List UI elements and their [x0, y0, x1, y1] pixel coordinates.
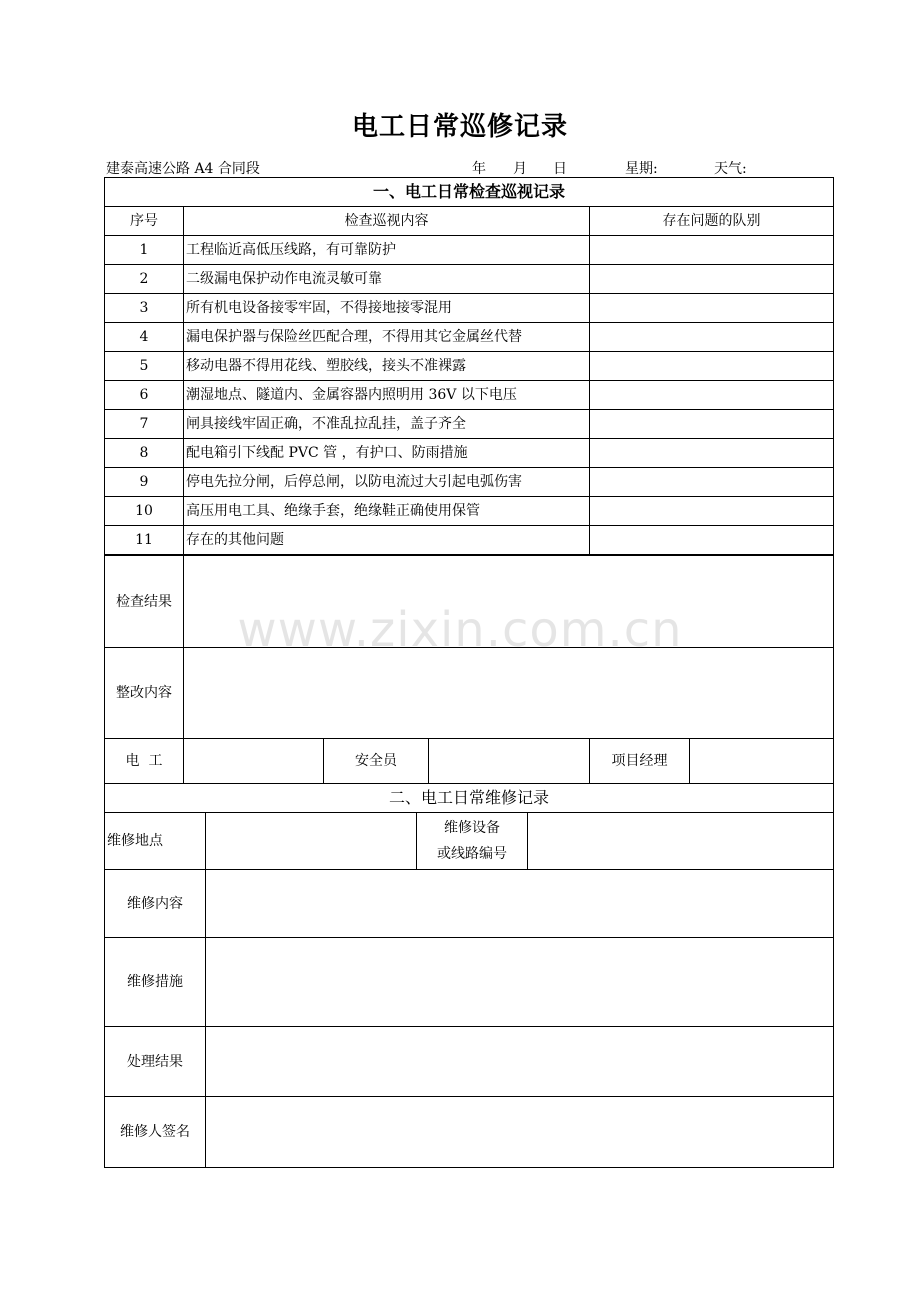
- location-label: 维修地点: [105, 813, 206, 870]
- repair-content-field[interactable]: [206, 870, 834, 938]
- handling-result-field[interactable]: [206, 1027, 834, 1097]
- month-label: 月: [513, 161, 527, 177]
- inspection-row-content: 所有机电设备接零牢固，不得接地接零混用: [184, 294, 590, 323]
- inspection-summary-table: [104, 555, 834, 784]
- repair-measures-label: 维修措施: [105, 938, 206, 1027]
- inspection-row-content: 配电箱引下线配 PVC 管 ，有护口、防雨措施: [184, 439, 590, 468]
- inspection-row: [105, 352, 834, 381]
- inspection-row-team-field[interactable]: [590, 323, 834, 352]
- electrician-signature-field[interactable]: [184, 739, 324, 784]
- inspection-row-no: 10: [105, 497, 184, 526]
- document-title: 电工日常巡修记录: [351, 112, 568, 142]
- inspection-row-team-field[interactable]: [590, 439, 834, 468]
- inspection-row-team-field[interactable]: [590, 497, 834, 526]
- inspection-row-content: 二级漏电保护动作电流灵敏可靠: [184, 265, 590, 294]
- inspection-row-no: 11: [105, 526, 184, 555]
- safety-officer-signature-field[interactable]: [429, 739, 590, 784]
- inspection-row-team-field[interactable]: [590, 468, 834, 497]
- inspection-row-team-field[interactable]: [590, 526, 834, 555]
- check-result-field[interactable]: [184, 556, 834, 648]
- inspection-row: [105, 265, 834, 294]
- inspection-row-no: 9: [105, 468, 184, 497]
- inspection-row-content: 移动电器不得用花线、塑胶线，接头不准裸露: [184, 352, 590, 381]
- watermark: www.zixin.com.cn: [237, 602, 683, 658]
- inspection-row-no: 3: [105, 294, 184, 323]
- header-no: 序号: [105, 207, 184, 236]
- rectify-content-label: 整改内容: [105, 648, 184, 739]
- year-label: 年: [472, 161, 486, 177]
- inspection-row-content: 存在的其他问题: [184, 526, 590, 555]
- maintenance-section-title: 二、电工日常维修记录: [105, 784, 834, 813]
- inspection-row: [105, 526, 834, 555]
- rectify-content-field[interactable]: [184, 648, 834, 739]
- inspection-section-title: 一、电工日常检查巡视记录: [105, 178, 834, 207]
- inspection-row: [105, 323, 834, 352]
- project-name: 建泰高速公路 A4 合同段: [106, 161, 260, 177]
- weather-label: 天气:: [714, 161, 747, 177]
- repairer-signature-label: 维修人签名: [105, 1097, 206, 1168]
- inspection-items-table: [104, 235, 834, 555]
- inspection-row: [105, 294, 834, 323]
- maintenance-table: [104, 783, 834, 1168]
- inspection-row: [105, 468, 834, 497]
- inspection-row-team-field[interactable]: [590, 294, 834, 323]
- equipment-label-line2: 或线路编号: [437, 846, 507, 862]
- repairer-signature-field[interactable]: [206, 1097, 834, 1168]
- inspection-row-no: 8: [105, 439, 184, 468]
- project-manager-signature-field[interactable]: [690, 739, 834, 784]
- check-result-label: 检查结果: [105, 556, 184, 648]
- inspection-row-content: 高压用电工具、绝缘手套，绝缘鞋正确使用保管: [184, 497, 590, 526]
- handling-result-label: 处理结果: [105, 1027, 206, 1097]
- inspection-row-no: 2: [105, 265, 184, 294]
- safety-officer-label: 安全员: [324, 739, 429, 784]
- inspection-row-content: 停电先拉分闸，后停总闸，以防电流过大引起电弧伤害: [184, 468, 590, 497]
- inspection-table: [104, 177, 834, 236]
- repair-measures-field[interactable]: [206, 938, 834, 1027]
- weekday-label: 星期:: [625, 161, 658, 177]
- inspection-row: [105, 236, 834, 265]
- inspection-row-content: 漏电保护器与保险丝匹配合理，不得用其它金属丝代替: [184, 323, 590, 352]
- inspection-row: [105, 381, 834, 410]
- equipment-label-line1: 维修设备: [444, 820, 500, 836]
- equipment-label: [417, 813, 528, 870]
- inspection-row-no: 5: [105, 352, 184, 381]
- inspection-row-content: 潮湿地点、隧道内、金属容器内照明用 36V 以下电压: [184, 381, 590, 410]
- repair-content-label: 维修内容: [105, 870, 206, 938]
- day-label: 日: [553, 161, 567, 177]
- project-manager-label: 项目经理: [590, 739, 690, 784]
- equipment-field[interactable]: [528, 813, 834, 870]
- inspection-row: [105, 497, 834, 526]
- inspection-row-team-field[interactable]: [590, 265, 834, 294]
- inspection-row-team-field[interactable]: [590, 352, 834, 381]
- inspection-row-no: 4: [105, 323, 184, 352]
- location-field[interactable]: [206, 813, 417, 870]
- inspection-row-no: 1: [105, 236, 184, 265]
- electrician-label: 电 工: [105, 739, 184, 784]
- inspection-row: [105, 439, 834, 468]
- inspection-row: [105, 410, 834, 439]
- inspection-row-team-field[interactable]: [590, 236, 834, 265]
- inspection-row-content: 闸具接线牢固正确，不准乱拉乱挂，盖子齐全: [184, 410, 590, 439]
- inspection-row-team-field[interactable]: [590, 410, 834, 439]
- inspection-row-no: 7: [105, 410, 184, 439]
- inspection-row-no: 6: [105, 381, 184, 410]
- header-content: 检查巡视内容: [184, 207, 590, 236]
- inspection-row-content: 工程临近高低压线路，有可靠防护: [184, 236, 590, 265]
- inspection-row-team-field[interactable]: [590, 381, 834, 410]
- header-team: 存在问题的队别: [590, 207, 834, 236]
